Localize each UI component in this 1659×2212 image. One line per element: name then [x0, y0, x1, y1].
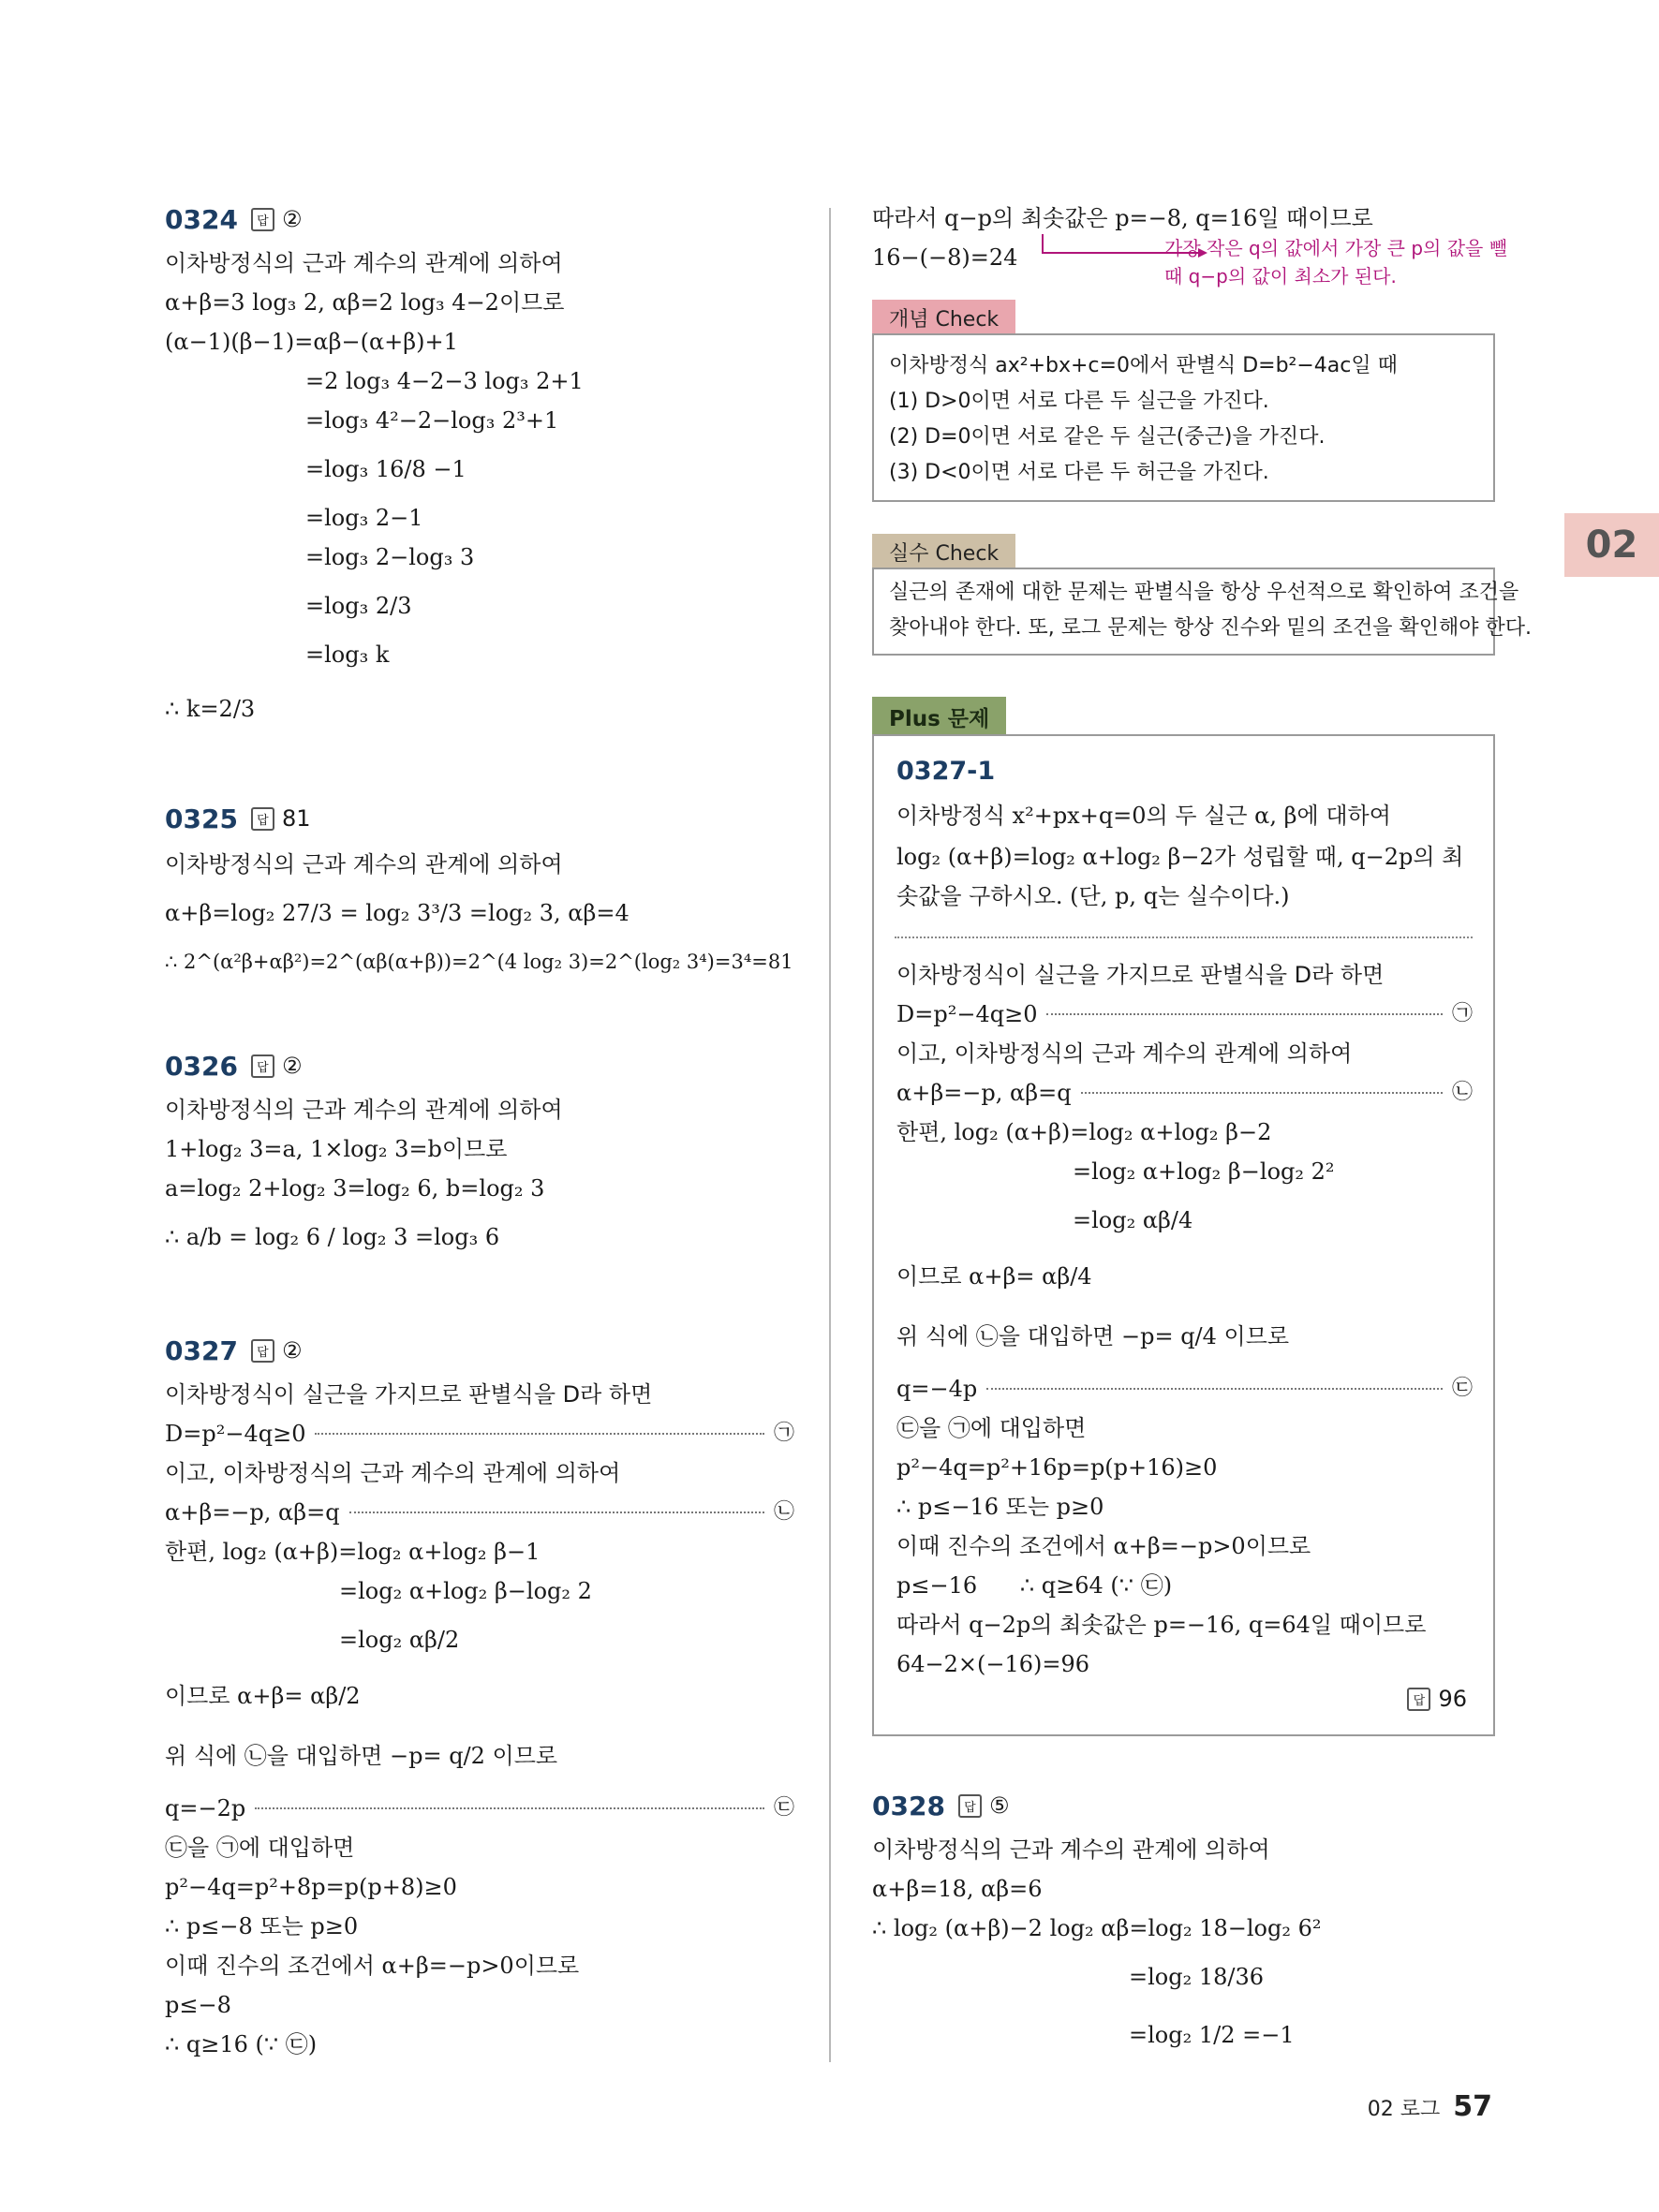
solution-0328 — [872, 1783, 1495, 2048]
answer-icon: 답 — [958, 1794, 982, 1818]
circled-mark: ㉢ — [773, 1796, 794, 1820]
equation-line: =2 log₃ 4−2−3 log₃ 2+1 — [305, 368, 584, 394]
solution-header — [165, 1043, 794, 1088]
text-line: 이차방정식이 실근을 가지므로 판별식을 D라 하면 — [165, 1381, 653, 1408]
leader-dots — [1046, 1013, 1443, 1015]
answer-icon: 답 — [251, 208, 274, 231]
problem-line: 이차방정식 x²+px+q=0의 두 실근 α, β에 대하여 — [896, 803, 1391, 829]
text-line: 이차방정식의 근과 계수의 관계에 의하여 — [872, 1836, 1270, 1863]
conclusion-line: ∴ 2^(α²β+αβ²)=2^(αβ(α+β))=2^(4 log₂ 3)=2^(log₂ 3⁴)=3⁴=81 — [165, 951, 793, 973]
solution-line: 위 식에 ㉡을 대입하면 −p= q/4 이므로 — [896, 1323, 1290, 1349]
text-line: 이차방정식의 근과 계수의 관계에 의하여 — [165, 851, 563, 877]
solution-line: =log₂ α+log₂ β−log₂ 2² — [1073, 1158, 1335, 1185]
equation-text: α+β=−p, αβ=q — [165, 1499, 340, 1526]
plus-answer — [1407, 1686, 1467, 1712]
equation-line: ∴ log₂ (α+β)−2 log₂ αβ=log₂ 18−log₂ 6² — [872, 1915, 1322, 1941]
equation-line-marked — [165, 1493, 794, 1532]
solution-line-marked — [896, 1073, 1473, 1113]
equation-line: =log₂ αβ/2 — [339, 1627, 460, 1653]
answer — [251, 1053, 303, 1079]
equation-line: p≤−8 — [165, 1992, 231, 2018]
text-line: 이차방정식의 근과 계수의 관계에 의하여 — [165, 1097, 563, 1123]
answer-value: ② — [281, 1337, 303, 1364]
answer-icon: 답 — [251, 1339, 274, 1363]
text-line: 이차방정식의 근과 계수의 관계에 의하여 — [165, 250, 563, 276]
equation-text: q=−4p — [896, 1376, 978, 1402]
plus-problem-number: 0327-1 — [896, 757, 996, 786]
equation-line: 따라서 q−p의 최솟값은 p=−8, q=16일 때이므로 — [872, 205, 1373, 231]
solution-line: 따라서 q−2p의 최솟값은 p=−16, q=64일 때이므로 — [896, 1612, 1427, 1638]
leader-dots — [1081, 1092, 1443, 1094]
answer-icon: 답 — [1407, 1688, 1430, 1711]
equation-line: 16−(−8)=24 — [872, 244, 1018, 271]
concept-check-box — [872, 333, 1495, 502]
answer-icon: 답 — [251, 1054, 274, 1078]
mistake-line: 실근의 존재에 대한 문제는 판별식을 항상 우선적으로 확인하여 조건을 — [889, 581, 1519, 604]
plus-problem-box — [872, 734, 1495, 1736]
solution-line: =log₂ αβ/4 — [1073, 1207, 1193, 1233]
text-line: 이고, 이차방정식의 근과 계수의 관계에 의하여 — [165, 1460, 621, 1486]
solution-line-marked — [896, 1369, 1473, 1408]
conclusion-line: ∴ k=2/3 — [165, 696, 256, 722]
equation-line: a=log₂ 2+log₂ 3=log₂ 6, b=log₂ 3 — [165, 1175, 545, 1202]
separator — [895, 936, 1473, 938]
plus-problem-tag: Plus 문제 — [872, 697, 1006, 736]
circled-mark: ㉠ — [773, 1422, 794, 1445]
equation-text: α+β=−p, αβ=q — [896, 1080, 1072, 1106]
problem-number: 0328 — [872, 1790, 945, 1821]
circled-mark: ㉠ — [1451, 1002, 1473, 1025]
equation-text: D=p²−4q≥0 — [165, 1421, 306, 1447]
answer — [251, 1337, 303, 1364]
equation-line: =log₃ 16/8 −1 — [305, 456, 467, 482]
page-number: 57 — [1453, 2090, 1492, 2123]
solution-line: 이차방정식이 실근을 가지므로 판별식을 D라 하면 — [896, 962, 1385, 988]
page-footer — [1368, 2090, 1492, 2123]
circled-mark: ㉡ — [1451, 1081, 1473, 1104]
solution-line-marked — [896, 995, 1473, 1034]
solution-0327 — [165, 1328, 794, 2057]
leader-dots — [986, 1388, 1443, 1390]
answer — [251, 805, 311, 832]
solution-line: p≤−16 ∴ q≥64 (∵ ㉢) — [896, 1572, 1173, 1599]
solution-header — [872, 1783, 1495, 1828]
equation-line: 이때 진수의 조건에서 α+β=−p>0이므로 — [165, 1953, 580, 1979]
solution-0325 — [165, 796, 794, 973]
solution-line: ㉢을 ㉠에 대입하면 — [896, 1415, 1087, 1441]
equation-line: α+β=log₂ 27/3 = log₂ 3³/3 =log₂ 3, αβ=4 — [165, 900, 630, 926]
equation-line: 이므로 α+β= αβ/2 — [165, 1683, 361, 1709]
equation-line: p²−4q=p²+8p=p(p+8)≥0 — [165, 1874, 457, 1900]
solution-header — [165, 796, 794, 841]
conclusion-line: ∴ q≥16 (∵ ㉢) — [165, 2031, 318, 2057]
answer-value: 81 — [281, 805, 311, 832]
equation-line: =log₃ 2−log₃ 3 — [305, 544, 475, 570]
margin-note: 때 q−p의 값이 최소가 된다. — [1164, 265, 1397, 288]
equation-line: =log₃ 2−1 — [305, 505, 423, 531]
margin-note: 가장 작은 q의 값에서 가장 큰 p의 값을 뺄 — [1164, 237, 1508, 259]
equation-line-marked — [165, 1789, 794, 1828]
chapter-tab: 02 — [1564, 513, 1659, 577]
concept-line: 이차방정식 ax²+bx+c=0에서 판별식 D=b²−4ac일 때 — [889, 354, 1398, 377]
equation-line: (α−1)(β−1)=αβ−(α+β)+1 — [165, 329, 458, 355]
equation-line: 위 식에 ㉡을 대입하면 −p= q/2 이므로 — [165, 1743, 558, 1769]
equation-line: α+β=18, αβ=6 — [872, 1876, 1043, 1902]
solution-line: ∴ p≤−16 또는 p≥0 — [896, 1494, 1104, 1520]
answer-value: ② — [281, 1053, 303, 1079]
solution-line: 한편, log₂ (α+β)=log₂ α+log₂ β−2 — [896, 1119, 1272, 1145]
solution-line: p²−4q=p²+16p=p(p+16)≥0 — [896, 1454, 1218, 1481]
equation-line: =log₃ k — [305, 641, 390, 668]
leader-dots — [349, 1512, 764, 1513]
equation-line: =log₃ 4²−2−log₃ 2³+1 — [305, 407, 559, 434]
equation-text: D=p²−4q≥0 — [896, 1001, 1038, 1027]
circled-mark: ㉢ — [1451, 1377, 1473, 1400]
solution-header — [165, 1328, 794, 1373]
leader-dots — [255, 1807, 764, 1809]
solution-line: 이고, 이차방정식의 근과 계수의 관계에 의하여 — [896, 1040, 1353, 1067]
answer-value: ⑤ — [988, 1792, 1010, 1819]
equation-line: 한편, log₂ (α+β)=log₂ α+log₂ β−1 — [165, 1539, 541, 1565]
solution-header — [165, 197, 794, 242]
leader-dots — [315, 1433, 764, 1435]
problem-number: 0326 — [165, 1050, 238, 1082]
equation-line: α+β=3 log₃ 2, αβ=2 log₃ 4−2이므로 — [165, 289, 565, 316]
equation-line: =log₂ 18/36 — [1129, 1964, 1265, 1990]
equation-line: =log₂ 1/2 =−1 — [1129, 2022, 1295, 2048]
concept-line: (1) D>0이면 서로 다른 두 실근을 가진다. — [889, 390, 1269, 413]
equation-line: ∴ p≤−8 또는 p≥0 — [165, 1913, 359, 1939]
solution-line: 이므로 α+β= αβ/4 — [896, 1263, 1092, 1290]
answer-value: 96 — [1438, 1686, 1467, 1712]
equation-text: q=−2p — [165, 1795, 246, 1821]
problem-number: 0325 — [165, 803, 238, 834]
answer-icon: 답 — [251, 807, 274, 831]
equation-line: =log₃ 2/3 — [305, 593, 412, 619]
answer-value: ② — [281, 206, 303, 232]
column-divider — [829, 208, 831, 2062]
mistake-check-box — [872, 568, 1532, 656]
answer — [958, 1792, 1010, 1819]
text-line: ㉢을 ㉠에 대입하면 — [165, 1835, 355, 1861]
concept-check-tag: 개념 Check — [872, 300, 1015, 335]
solution-line: 64−2×(−16)=96 — [896, 1651, 1090, 1677]
problem-line: log₂ (α+β)=log₂ α+log₂ β−2가 성립할 때, q−2p의 최 — [896, 844, 1464, 870]
equation-line-marked — [165, 1414, 794, 1453]
circled-mark: ㉡ — [773, 1500, 794, 1524]
answer — [251, 206, 303, 232]
concept-line: (2) D=0이면 서로 같은 두 실근(중근)을 가진다. — [889, 425, 1326, 449]
equation-line: =log₂ α+log₂ β−log₂ 2 — [339, 1578, 592, 1604]
solution-line: 이때 진수의 조건에서 α+β=−p>0이므로 — [896, 1533, 1311, 1559]
concept-line: (3) D<0이면 서로 다른 두 허근을 가진다. — [889, 461, 1269, 484]
solution-0324 — [165, 197, 794, 722]
problem-number: 0324 — [165, 203, 238, 235]
problem-number: 0327 — [165, 1335, 238, 1366]
problem-line: 솟값을 구하시오. (단, p, q는 실수이다.) — [896, 883, 1290, 909]
mistake-check-tag: 실수 Check — [872, 534, 1015, 569]
conclusion-line: ∴ a/b = log₂ 6 / log₂ 3 =log₃ 6 — [165, 1224, 500, 1250]
footer-chapter-label: 02 로그 — [1367, 2098, 1441, 2121]
equation-line: 1+log₂ 3=a, 1×log₂ 3=b이므로 — [165, 1136, 508, 1162]
solution-0326 — [165, 1043, 794, 1250]
mistake-line: 찾아내야 한다. 또, 로그 문제는 항상 진수와 밑의 조건을 확인해야 한다. — [889, 616, 1532, 640]
